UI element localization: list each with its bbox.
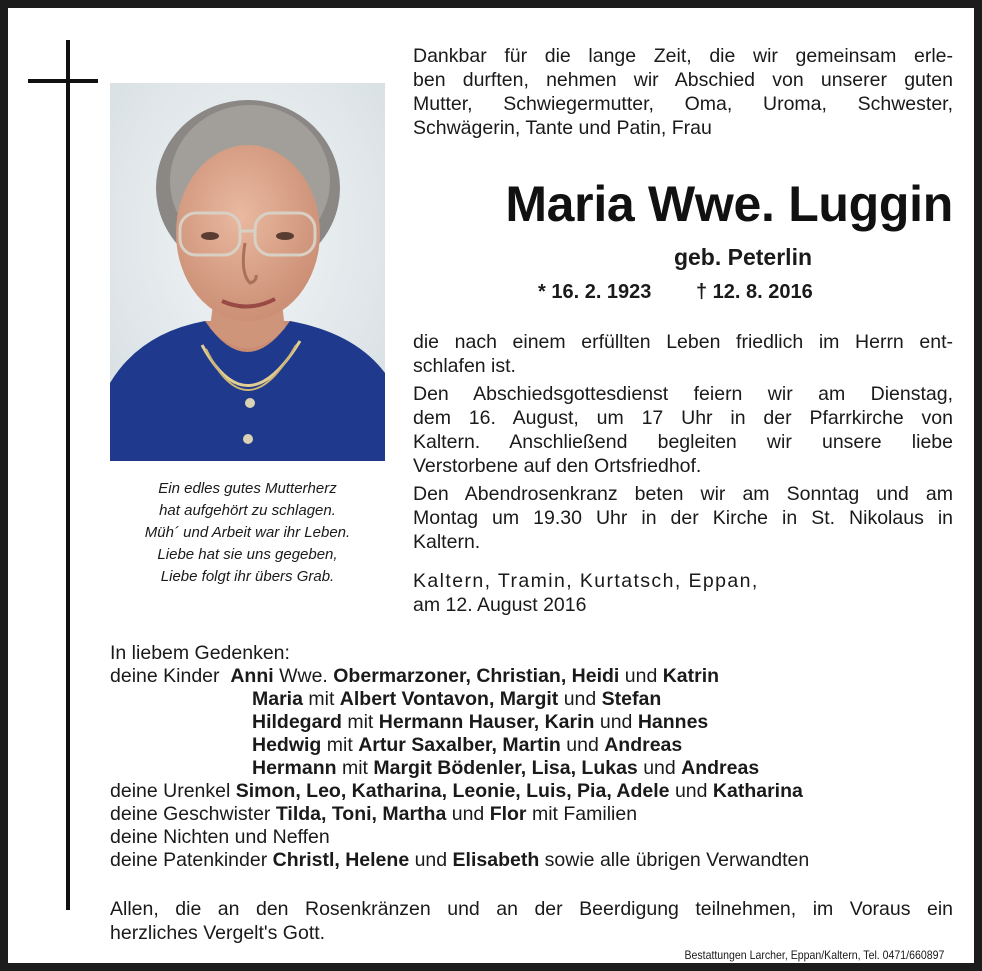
connector: und (594, 711, 638, 733)
family-names: Margit Bödenler, Lisa, Lukas (373, 757, 638, 779)
intro-line: ben durften, nehmen wir Abschied von unserer guten (413, 69, 953, 91)
body-line: Den Abschiedsgottesdienst feiern wir am Dienstag, (413, 383, 953, 405)
children-row (110, 734, 960, 757)
great-grandchildren-last: Katharina (712, 780, 803, 802)
family-names: Artur Saxalber, Martin (358, 734, 561, 756)
poem-line: Liebe hat sie uns gegeben, (157, 546, 338, 563)
family-names: Katrin (662, 665, 720, 687)
child-name: Hedwig (252, 734, 322, 756)
thanks-text (110, 897, 953, 945)
great-grandchildren-names: Simon, Leo, Katharina, Leonie, Luis, Pia, Adele (235, 780, 670, 802)
deceased-name: Maria Wwe. Luggin (505, 176, 953, 232)
connector: und (446, 803, 490, 825)
siblings-label: deine Geschwister (110, 803, 271, 825)
connector: mit (336, 757, 374, 779)
siblings-names: Tilda, Toni, Martha (275, 803, 447, 825)
godchildren-row (110, 849, 960, 872)
birth-date: * 16. 2. 1923 (538, 281, 652, 303)
mourners-list (110, 642, 960, 872)
connector: und (669, 780, 713, 802)
body-line: dem 16. August, um 17 Uhr in der Pfarrkirche von (413, 407, 953, 429)
body-line: Den Abendrosenkranz beten wir am Sonntag und am (413, 483, 953, 505)
poem-line: Liebe folgt ihr übers Grab. (160, 568, 335, 585)
body-line: Kaltern. (413, 531, 481, 553)
connector: Wwe. (273, 665, 334, 687)
mourners-heading: In liebem Gedenken: (110, 642, 290, 664)
memorial-poem (110, 478, 385, 588)
siblings-suffix: mit Familien (526, 803, 638, 825)
birth-name: geb. Peterlin (673, 244, 813, 270)
funeral-home-credit: Bestattungen Larcher, Eppan/Kaltern, Tel. 0471/660897 (684, 948, 944, 962)
body-line: schlafen ist. (413, 355, 516, 377)
connector: und (637, 757, 682, 779)
intro-line: Schwägerin, Tante und Patin, Frau (413, 117, 712, 139)
connector: und (619, 665, 663, 687)
godchildren-label: deine Patenkinder (110, 849, 268, 871)
siblings-row (110, 803, 960, 826)
siblings-last: Flor (489, 803, 527, 825)
body-line: Kaltern. Anschließend begleiten wir unsere liebe (413, 431, 953, 453)
rosary-paragraph (413, 482, 953, 554)
body-line: Montag um 19.30 Uhr in der Kirche in St. Nikolaus in (413, 507, 953, 529)
service-paragraph (413, 382, 953, 478)
great-grandchildren-row (110, 780, 960, 803)
body-line: Verstorbene auf den Ortsfriedhof. (413, 455, 702, 477)
connector: und (409, 849, 453, 871)
connector: und (560, 734, 605, 756)
great-grandchildren-label: deine Urenkel (110, 780, 231, 802)
places: Kaltern, Tramin, Kurtatsch, Eppan, (413, 570, 759, 592)
family-names: Andreas (604, 734, 683, 756)
connector: mit (341, 711, 379, 733)
body-line: die nach einem erfüllten Leben friedlich im Herrn ent- (413, 331, 953, 353)
children-label: deine Kinder (110, 665, 220, 687)
cross-horizontal-bar (28, 79, 98, 83)
place-date (413, 569, 953, 617)
family-names: Albert Vontavon, Margit (339, 688, 559, 710)
intro-line: Mutter, Schwiegermutter, Oma, Uroma, Schwester, (413, 93, 953, 115)
child-name: Hermann (252, 757, 337, 779)
connector: mit (321, 734, 359, 756)
children-row (110, 688, 960, 711)
child-name: Hildegard (252, 711, 342, 733)
family-names: Andreas (681, 757, 760, 779)
poem-line: Ein edles gutes Mutterherz (158, 480, 337, 497)
children-row (110, 711, 960, 734)
intro-line: Dankbar für die lange Zeit, die wir gemeinsam erle- (413, 45, 953, 67)
passing-paragraph (413, 330, 953, 378)
thanks-line: Allen, die an den Rosenkränzen und an der Beerdigung teilnehmen, im Voraus ein (110, 898, 953, 920)
children-row (110, 757, 960, 780)
family-names: Hannes (637, 711, 709, 733)
poem-line: hat aufgehört zu schlagen. (159, 502, 336, 519)
portrait-photo (110, 83, 385, 461)
godchildren-names: Christl, Helene (272, 849, 410, 871)
nieces-row: deine Nichten und Neffen (110, 826, 330, 848)
intro-text (413, 44, 953, 140)
connector: mit (302, 688, 340, 710)
death-date: † 12. 8. 2016 (696, 281, 813, 303)
thanks-line: herzliches Vergelt's Gott. (110, 922, 326, 944)
godchildren-last: Elisabeth (452, 849, 540, 871)
family-names: Stefan (601, 688, 662, 710)
child-name: Anni (230, 665, 274, 687)
cross-vertical-bar (66, 40, 70, 910)
family-names: Hermann Hauser, Karin (378, 711, 595, 733)
children-row (110, 665, 960, 688)
family-names: Obermarzoner, Christian, Heidi (333, 665, 620, 687)
poem-line: Müh´ und Arbeit war ihr Leben. (144, 524, 351, 541)
connector: und (558, 688, 602, 710)
child-name: Maria (252, 688, 303, 710)
notice-date: am 12. August 2016 (413, 594, 587, 616)
godchildren-suffix: sowie alle übrigen Verwandten (539, 849, 810, 871)
